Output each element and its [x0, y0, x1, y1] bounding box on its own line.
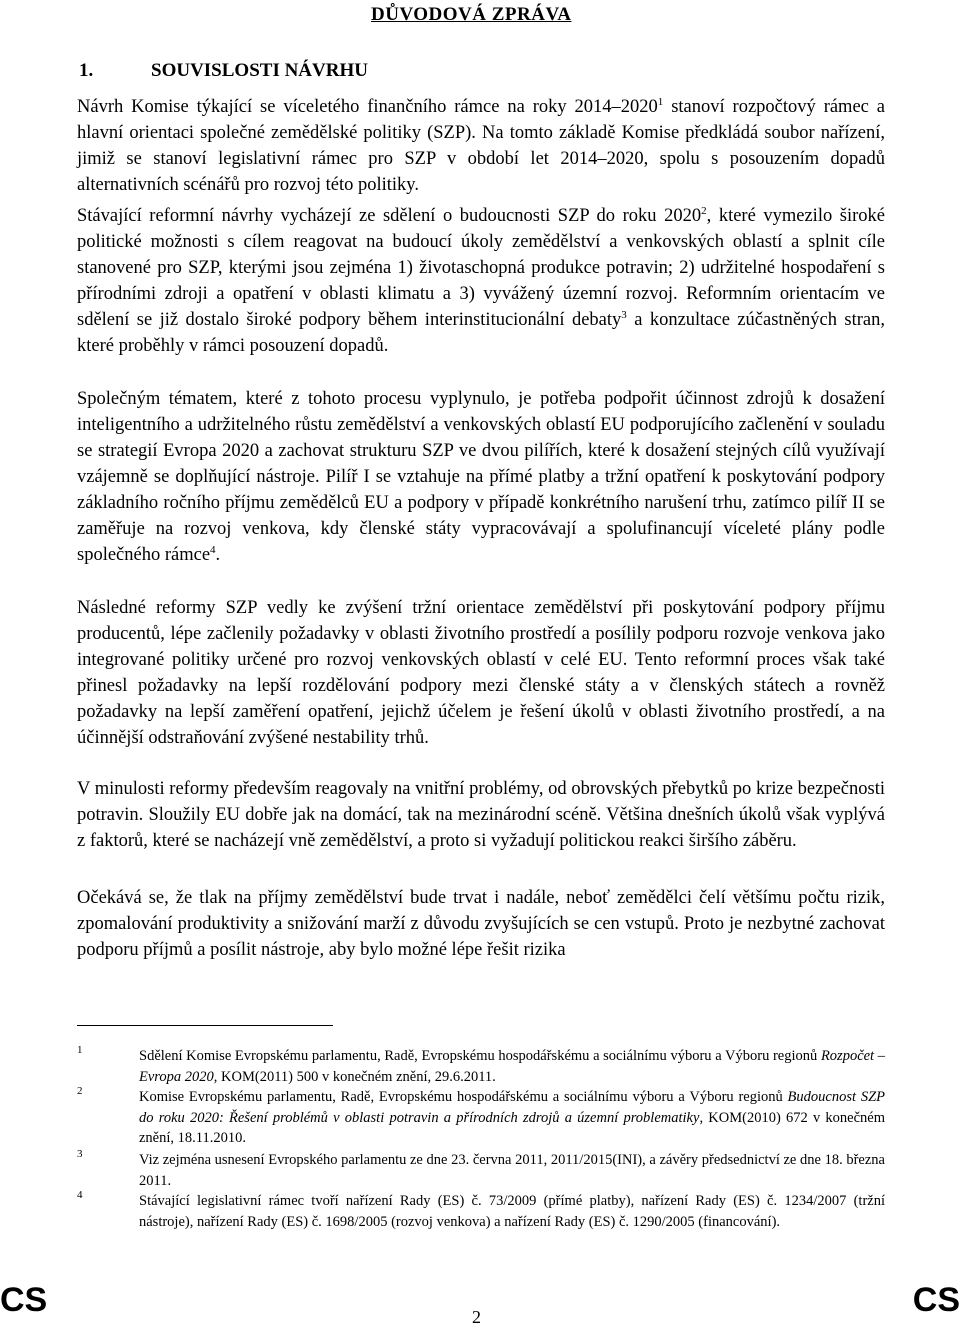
footer-language-left: CS: [0, 1281, 48, 1319]
paragraph-2: Stávající reformní návrhy vycházejí ze sdělení o budoucnosti SZP do roku 2020$^2$, které vymezilo široké politické možnosti s cílem reagovat na budoucí úkoly zemědělství a venkovských oblastí a splnit cíle stanovené pro SZP, kterými jsou zejména 1) životaschopná produkce potravin; 2) udržitelné hospodaření s přírodními zdroji a opatření v oblasti klimatu a 3) vyvážený územní rozvoj. Reformním orientacím ve sdělení se již dostalo široké podpory během interinstitucionální debaty$^3$ a konzultace zúčastněných stran, které proběhly v rámci posouzení dopadů.: [77, 204, 885, 356]
footnote-3: 3 Viz zejména usnesení Evropského parlamentu ze dne 23. června 2011, 2011/2015(INI), a závěry předsednictví ze dne 18. března 2011.: [77, 1150, 885, 1191]
paragraph-1: Návrh Komise týkající se víceletého finančního rámce na roky 2014–2020$^1$ stanoví rozpočtový rámec a hlavní orientaci společné zemědělské politiky (SZP). Na tomto základě Komise předkládá soubor nařízení, jimiž se stanoví legislativní rámec pro SZP v období let 2014–2020, spolu s posouzením dopadů alternativních scénářů pro rozvoj této politiky.: [77, 95, 885, 195]
footnote-number: 2: [77, 1085, 83, 1097]
footnote-4: 4 Stávající legislativní rámec tvoří nařízení Rady (ES) č. 73/2009 (přímé platby), nařízení Rady (ES) č. 1234/2007 (tržní nástroje), nařízení Rady (ES) č. 1698/2005 (rozvoj venkova) a nařízení Rady (ES) č. 1290/2005 (financování).: [77, 1191, 885, 1232]
section-heading-text: SOUVISLOSTI NÁVRHU: [151, 60, 368, 81]
paragraph-5: V minulosti reformy především reagovaly na vnitřní problémy, od obrovských přebytků po krize bezpečnosti potravin. Sloužily EU dobře jak na domácí, tak na mezinárodní scéně. Většina dnešních úkolů však vyplývá z faktorů, které se nacházejí vně zemědělství, a proto si vyžadují politickou reakci širšího záběru.: [77, 779, 885, 851]
footnote-number: 4: [77, 1189, 83, 1201]
footnote-1: 1 Sdělení Komise Evropskému parlamentu, Radě, Evropskému hospodářskému a sociálnímu výboru a Výboru regionů Rozpočet – Evropa 2020, KOM(2011) 500 v konečném znění, 29.6.2011.: [77, 1046, 885, 1087]
paragraph-4: Následné reformy SZP vedly ke zvýšení tržní orientace zemědělství při poskytování podpory příjmu producentů, lépe začlenily požadavky v oblasti životního prostředí a posílily podporu rozvoje venkova jako integrované politiky určené pro rozvoj venkovských oblastí v celé EU. Tento reformní proces však také přinesl požadavky na lepší rozdělování podpory mezi členské státy a v členských státech a rovněž požadavky na lepší zaměření opatření, jejichž účelem je řešení úkolů v oblasti životního prostředí, a na účinnější odstraňování zvýšené nestability trhů.: [77, 598, 885, 748]
paragraph-3: Společným tématem, které z tohoto procesu vyplynulo, je potřeba podpořit účinnost zdrojů k dosažení inteligentního a udržitelného růstu zemědělství a venkovských oblastí EU podporujícího začlenění v souladu se strategií Evropa 2020 a zachovat strukturu SZP ve dvou pilířích, které k dosažení stejných cílů využívají vzájemně se doplňující nástroje. Pilíř I se vztahuje na přímé platby a tržní opatření k poskytování podpory základního ročního příjmu zemědělců EU a podpory v případě konkrétního narušení trhu, zatímco pilíř II se zaměřuje na rozvoj venkova, kdy členské státy vypracovávají a spolufinancují víceleté plány podle společného rámce$^4$.: [77, 389, 885, 565]
section-number: 1.: [79, 60, 94, 81]
footnote-number: 3: [77, 1148, 83, 1160]
document-title: DŮVODOVÁ ZPRÁVA: [371, 4, 572, 25]
footnote-number: 1: [77, 1044, 83, 1056]
footer-language-right: CS: [912, 1281, 960, 1319]
page-number: 2: [472, 1307, 481, 1327]
footnote-separator: [77, 1025, 333, 1026]
footnote-2: 2 Komise Evropskému parlamentu, Radě, Evropskému hospodářskému a sociálnímu výboru a Výboru regionů Budoucnost SZP do roku 2020: Řešení problémů v oblasti potravin a přírodních zdrojů a územní problematiky, KOM(2010) 672 v konečném znění, 18.11.2010.: [77, 1087, 885, 1149]
paragraph-6: Očekává se, že tlak na příjmy zemědělství bude trvat i nadále, neboť zemědělci čelí většímu počtu rizik, zpomalování produktivity a snižování marží z důvodu zvyšujících se cen vstupů. Proto je nezbytné zachovat podporu příjmů a posílit nástroje, aby bylo možné lépe řešit rizika: [77, 888, 885, 960]
section-heading: [79, 60, 368, 82]
